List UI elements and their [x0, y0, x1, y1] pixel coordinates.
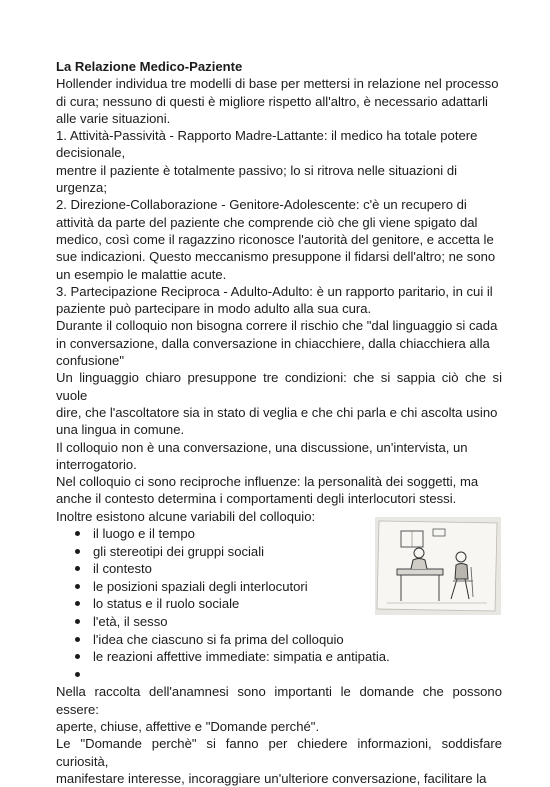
text-line: Le "Domande perchè" si fanno per chiedere informazioni, soddisfare curiosità,: [56, 736, 502, 769]
text-line: 3. Partecipazione Reciproca - Adulto-Adulto: è un rapporto paritario, in cui il: [56, 283, 493, 299]
linguaggio-paragraph: [56, 369, 502, 438]
text-line: interrogatorio.: [56, 456, 137, 472]
text-line: Nella raccolta dell'anamnesi sono importanti le domande che possono essere:: [56, 684, 502, 717]
colloquio-paragraph: [56, 317, 502, 369]
list-item-label: le posizioni spaziali degli interlocutori: [93, 578, 308, 594]
text-line: un esempio le malattie acute.: [56, 266, 227, 282]
text-line: urgenza;: [56, 180, 107, 196]
list-item: [56, 613, 502, 631]
bullet-icon: [75, 584, 80, 589]
text-line: decisionale,: [56, 145, 126, 161]
text-line: Un linguaggio chiaro presuppone tre condizioni: che si sappia ciò che si vuole: [56, 370, 502, 403]
text-line: 2. Direzione-Collaborazione - Genitore-Adolescente: c'è un recupero di: [56, 197, 467, 213]
bullet-icon: [75, 601, 80, 606]
bullet-icon: [75, 654, 80, 659]
text-line: mentre il paziente è totalmente passivo; lo si ritrova nelle situazioni di: [56, 162, 458, 178]
text-line: in conversazione, dalla conversazione in chiacchiere, dalla chiacchiera alla: [56, 335, 490, 351]
text-line: attività da parte del paziente che comprende ciò che gli viene spigato dal: [56, 214, 478, 230]
anamnesi-paragraph: [56, 683, 502, 735]
list-item-label: il contesto: [93, 561, 152, 577]
text-line: manifestare interesse, incoraggiare un'ulteriore conversazione, facilitare la: [56, 770, 487, 786]
text-line: 1. Attività-Passività - Rapporto Madre-Lattante: il medico ha totale potere: [56, 128, 478, 144]
model-1-paragraph: [56, 127, 502, 196]
text-line: aperte, chiuse, affettive e "Domande perché".: [56, 718, 320, 734]
document-body: [56, 58, 502, 787]
bullet-icon: [75, 637, 80, 642]
bullet-icon: [75, 672, 80, 677]
influenze-paragraph: [56, 473, 502, 508]
list-item-label: gli stereotipi dei gruppi sociali: [93, 543, 265, 559]
text-line: Nel colloquio ci sono reciproche influenze: la personalità dei soggetti, ma: [56, 474, 479, 490]
text-line: Durante il colloquio non bisogna correre il rischio che "dal linguaggio si cada: [56, 318, 498, 334]
text-line: medico, così come il ragazzino riconosce l'autorità del genitore, e accetta le: [56, 231, 494, 247]
text-line: paziente può partecipare in modo adulto alla sua cura.: [56, 301, 372, 317]
text-line: sue indicazioni. Questo meccanismo presuppone il fidarsi dell'altro; ne sono: [56, 249, 496, 265]
text-line: Hollender individua tre modelli di base per mettersi in relazione nel processo: [56, 76, 499, 92]
sketch-drawing: [375, 517, 501, 615]
text-line: confusione": [56, 353, 124, 369]
list-item-label: le reazioni affettive immediate: simpatia e antipatia.: [93, 649, 390, 665]
text-line: di cura; nessuno di questi è migliore rispetto all'altro, è necessario adattarli: [56, 93, 488, 109]
list-item: [56, 666, 502, 684]
list-item-label: il luogo e il tempo: [93, 526, 195, 542]
variabili-intro: Inoltre esistono alcune variabili del colloquio:: [56, 508, 316, 524]
list-item: [56, 631, 502, 649]
list-item: [56, 648, 502, 666]
domande-perche-paragraph: [56, 735, 502, 787]
model-3-paragraph: [56, 283, 502, 318]
bullet-icon: [75, 549, 80, 554]
list-item-label: l'età, il sesso: [93, 613, 168, 629]
list-item-label: l'idea che ciascuno si fa prima del colloquio: [93, 631, 344, 647]
text-line: una lingua in comune.: [56, 422, 185, 438]
list-item-label: lo status e il ruolo sociale: [93, 596, 240, 612]
text-line: dire, che l'ascoltatore sia in stato di veglia e che chi parla e chi ascolta usino: [56, 404, 498, 420]
doctor-patient-sketch-icon: [375, 517, 501, 615]
text-line: alle varie situazioni.: [56, 110, 171, 126]
document-title: La Relazione Medico-Paziente: [56, 59, 243, 74]
model-2-paragraph: [56, 196, 502, 282]
text-line: anche il contesto determina i comportamenti degli interlocutori stessi.: [56, 491, 457, 507]
text-line: Il colloquio non è una conversazione, una discussione, un'intervista, un: [56, 439, 468, 455]
intro-paragraph: [56, 75, 502, 127]
bullet-icon: [75, 531, 80, 536]
bullet-icon: [75, 566, 80, 571]
bullet-icon: [75, 619, 80, 624]
non-conversazione-paragraph: [56, 439, 502, 474]
